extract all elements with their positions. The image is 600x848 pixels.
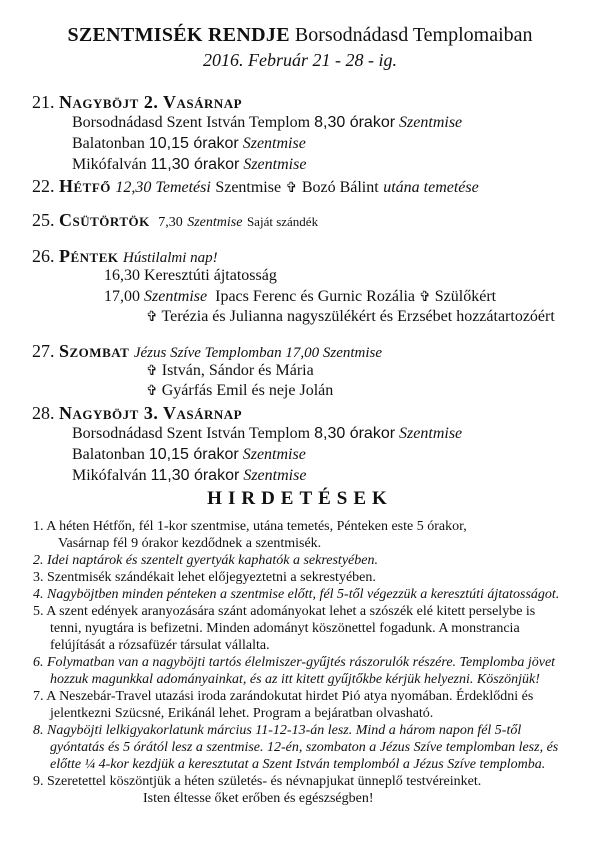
announcement-line: 4. Nagyböjtben minden pénteken a szentmise előtt, fél 5-től végezzük a keresztúti ájtatosságot. (33, 587, 560, 602)
page-title (0, 24, 600, 47)
announcement-line: felújítását a rózsafüzér társulat vállalta. (50, 638, 270, 653)
cross-icon: ✞ (285, 181, 298, 196)
title-bold: SZENTMISÉK RENDJE (67, 24, 290, 46)
day-21-heading: 21. Nagyböjt 2. Vasárnap (32, 92, 243, 112)
day-26-heading: 26. Péntek Hústilalmi nap! (32, 246, 218, 266)
day-28-heading: 28. Nagyböjt 3. Vasárnap (32, 403, 243, 423)
day-22-heading: 22. Hétfő 12,30 Temetési Szentmise ✞ Bozó Bálint utána temetése (32, 176, 479, 196)
day-26-line-1: 16,30 Keresztúti ájtatosság (104, 267, 277, 284)
announcement-line: tenni, nyugtára is befizetni. Minden adományt köszönettel fogadunk. A monstrancia (50, 621, 520, 636)
day-28-line-1: Borsodnádasd Szent István Templom 8,30 órakor Szentmise (72, 425, 463, 442)
day-28-line-2: Balatonban 10,15 órakor Szentmise (72, 446, 306, 463)
cross-icon: ✞ (146, 364, 158, 379)
day-21-line-2: Balatonban 10,15 órakor Szentmise (72, 135, 306, 152)
announcement-line: gyóntatás és 5 órától lesz a szentmise. 12-én, szombaton a Jézus Szíve templomban lesz, és (50, 740, 559, 755)
cross-icon: ✞ (419, 290, 431, 305)
page-subtitle: 2016. Február 21 - 28 - ig. (203, 50, 397, 70)
announcement-line: 1. A héten Hétfőn, fél 1-kor szentmise, utána temetés, Pénteken este 5 órakor, (33, 519, 467, 534)
announcement-line: 5. A szent edények aranyozására szánt adományokat lehet a szószék elé kitett perselybe is (33, 604, 536, 619)
day-27-heading: 27. Szombat Jézus Szíve Templomban 17,00 Szentmise (32, 341, 383, 361)
day-21-line-1: Borsodnádasd Szent István Templom 8,30 órakor Szentmise (72, 114, 463, 131)
announcement-line: hozzuk magunkkal adományainkat, és az itt kitett gyűjtőkbe kérjük helyezni. Köszönjük! (50, 672, 540, 687)
announcement-line: 8. Nagyböjti lelkigyakorlatunk március 11-12-13-án lesz. Mind a három napon fél 5-től (33, 723, 522, 738)
announcements-title: HIRDETÉSEK (207, 488, 393, 509)
day-26-line-2: 17,00 Szentmise Ipacs Ferenc és Gurnic Rozália ✞ Szülőkért (104, 288, 497, 305)
announcement-line: 9. Szeretettel köszöntjük a héten születés- és névnapjukat ünneplő testvéreinket. (33, 774, 482, 789)
day-21-line-3: Mikófalván 11,30 órakor Szentmise (72, 156, 307, 173)
day-27-line-2: ✞ Gyárfás Emil és neje Jolán (146, 382, 334, 399)
announcement-line: 7. A Neszebár-Travel utazási iroda zarándokutat hirdet Pió atya nyomában. Érdeklődni és (33, 689, 534, 704)
day-25-heading: 25. Csütörtök 7,30 Szentmise Saját szándék (32, 210, 319, 230)
day-28-line-3: Mikófalván 11,30 órakor Szentmise (72, 467, 307, 484)
announcement-line: Vasárnap fél 9 órakor kezdődnek a szentmisék. (58, 536, 322, 551)
day-27-line-1: ✞ István, Sándor és Mária (146, 362, 314, 379)
cross-icon: ✞ (146, 310, 158, 325)
announcement-line: 6. Folymatban van a nagyböjti tartós élelmiszer-gyűjtés rászorulók részére. Templomba jövet (33, 655, 556, 670)
announcement-line: Isten éltesse őket erőben és egészségben! (143, 791, 374, 806)
title-rest: Borsodnádasd Templomaiban (294, 24, 533, 46)
announcement-line: jelentkezni Szücsné, Erikánál lehet. Program a bejáratban olvasható. (50, 706, 434, 721)
day-26-line-3: ✞ Terézia és Julianna nagyszülékért és Erzsébet hozzátartozóért (146, 308, 555, 325)
cross-icon: ✞ (146, 384, 158, 399)
announcement-line: 3. Szentmisék szándékait lehet előjegyeztetni a sekrestyében. (33, 570, 376, 585)
announcement-line: 2. Idei naptárok és szentelt gyertyák kaphatók a sekrestyében. (33, 553, 378, 568)
announcement-line: előtte ¼ 4-kor kezdjük a keresztutat a Szent István templomból a Jézus Szíve templomba. (50, 757, 546, 772)
